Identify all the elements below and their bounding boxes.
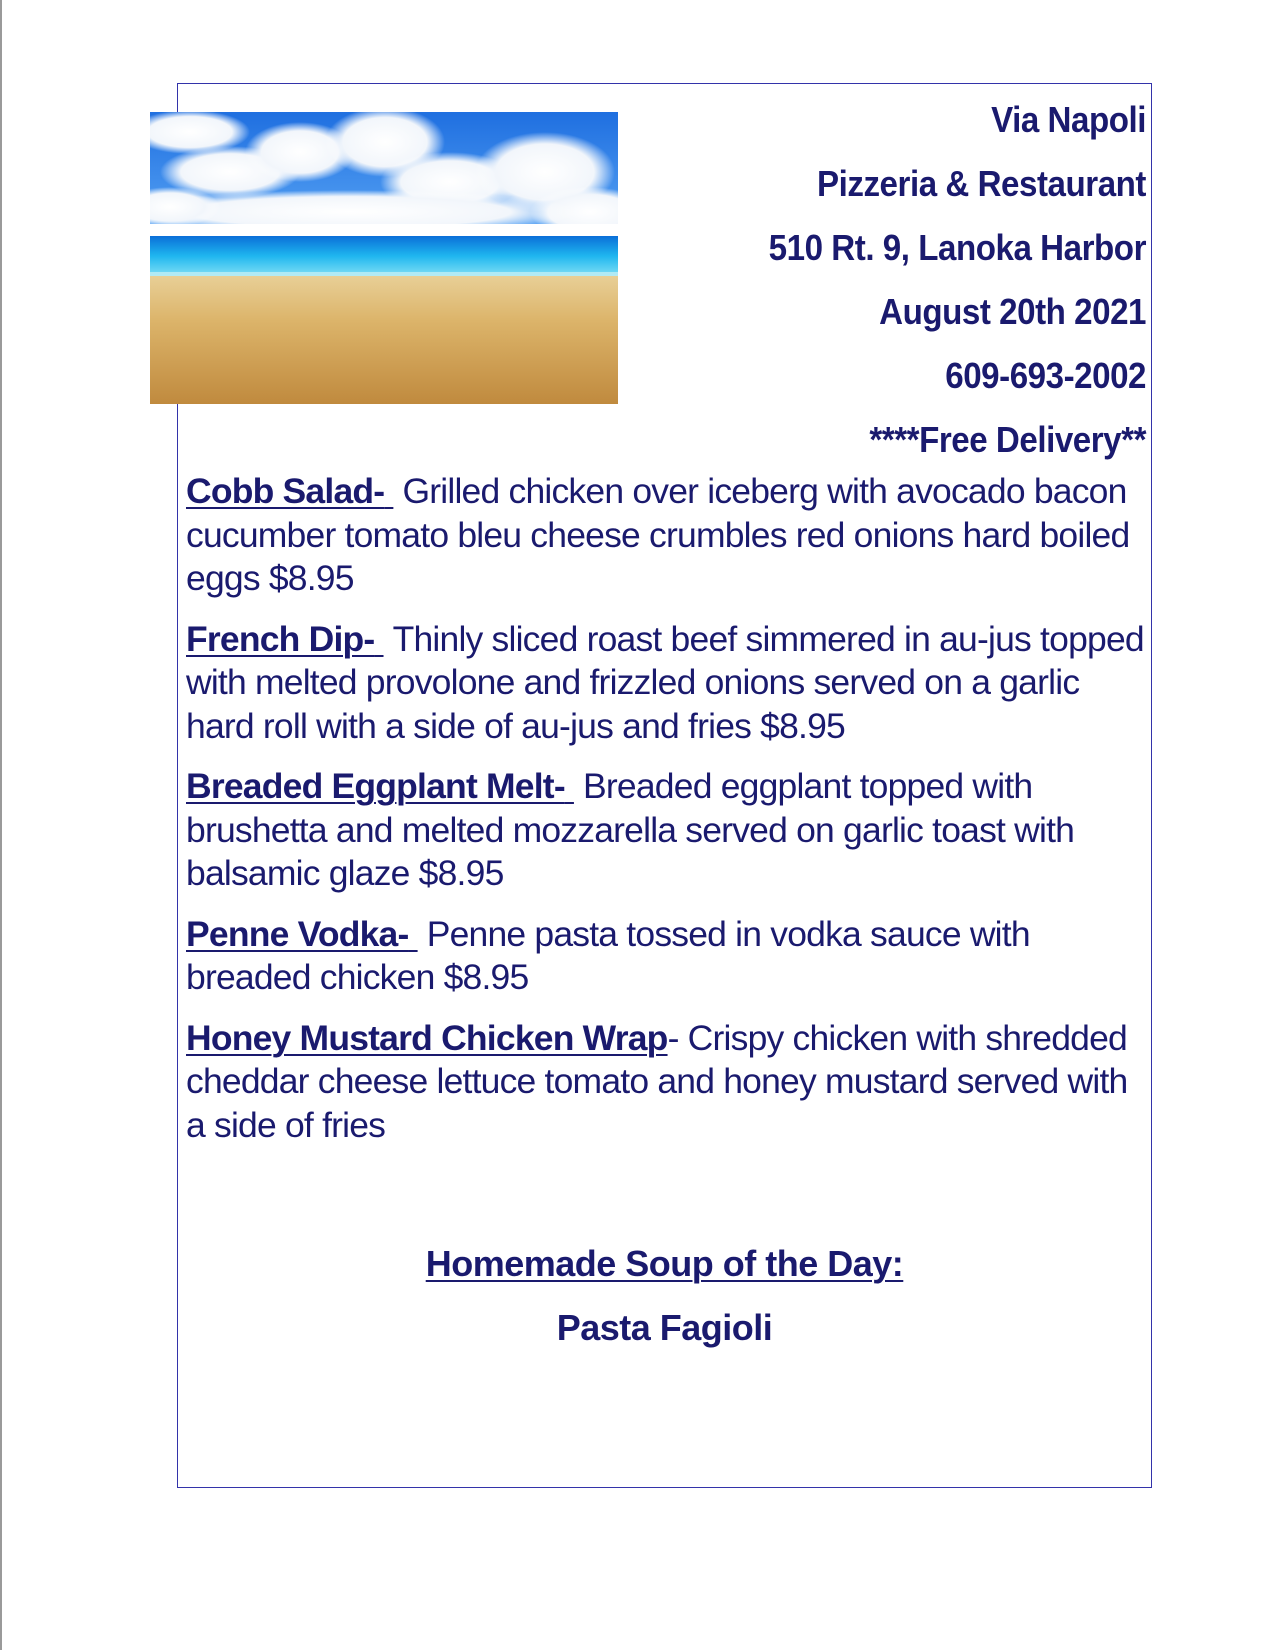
menu-item bbox=[186, 913, 1151, 1000]
restaurant-name: Via Napoli bbox=[991, 99, 1146, 140]
soup-name: Pasta Fagioli bbox=[556, 1307, 773, 1348]
menu-item-name: Honey Mustard Chicken Wrap bbox=[186, 1017, 668, 1058]
menu-item-description: Thinly sliced roast beef simmered in au-jus topped with melted provolone and frizzled onions served on a garlic hard roll with a side of au-jus and fries $8.95 bbox=[186, 618, 1144, 746]
menu-item-name: Breaded Eggplant Melt- bbox=[186, 766, 565, 806]
menu-item-name: Cobb Salad- bbox=[186, 471, 385, 511]
restaurant-subtitle: Pizzeria & Restaurant bbox=[816, 163, 1146, 204]
menu-item-dash: - bbox=[667, 1017, 679, 1058]
soup-section bbox=[177, 1232, 1152, 1360]
soup-heading: Homemade Soup of the Day: bbox=[425, 1243, 904, 1284]
restaurant-address: 510 Rt. 9, Lanoka Harbor bbox=[768, 227, 1146, 268]
menu-item-name-tail bbox=[409, 914, 418, 954]
menu-item-name-tail bbox=[374, 619, 383, 659]
menu-item-name: French Dip- bbox=[186, 618, 375, 659]
menu-item-description: Grilled chicken over iceberg with avocado bacon cucumber tomato bleu cheese crumbles red onions hard boiled eggs $8.95 bbox=[186, 471, 1130, 598]
menu-item-description: Crispy chicken with shredded cheddar cheese lettuce tomato and honey mustard served with a side of fries bbox=[186, 1017, 1128, 1145]
menu-date: August 20th 2021 bbox=[879, 291, 1146, 332]
menu-item bbox=[186, 1017, 1151, 1148]
menu-item-name-tail bbox=[565, 766, 574, 806]
menu-list bbox=[186, 470, 1151, 1164]
page-edge bbox=[0, 0, 2, 1650]
menu-item-description: Penne pasta tossed in vodka sauce with breaded chicken $8.95 bbox=[186, 913, 1030, 997]
menu-item bbox=[186, 765, 1151, 896]
restaurant-header bbox=[631, 88, 1146, 472]
menu-item-name-tail bbox=[384, 471, 393, 511]
delivery-note: ****Free Delivery** bbox=[869, 419, 1146, 460]
menu-item-description: Breaded eggplant topped with brushetta and melted mozzarella served on garlic toast with balsamic glaze $8.95 bbox=[186, 766, 1075, 893]
beach-image bbox=[150, 112, 618, 404]
menu-item-name: Penne Vodka- bbox=[186, 913, 409, 954]
menu-item bbox=[186, 618, 1151, 749]
menu-item bbox=[186, 470, 1151, 601]
restaurant-phone: 609-693-2002 bbox=[945, 355, 1146, 396]
